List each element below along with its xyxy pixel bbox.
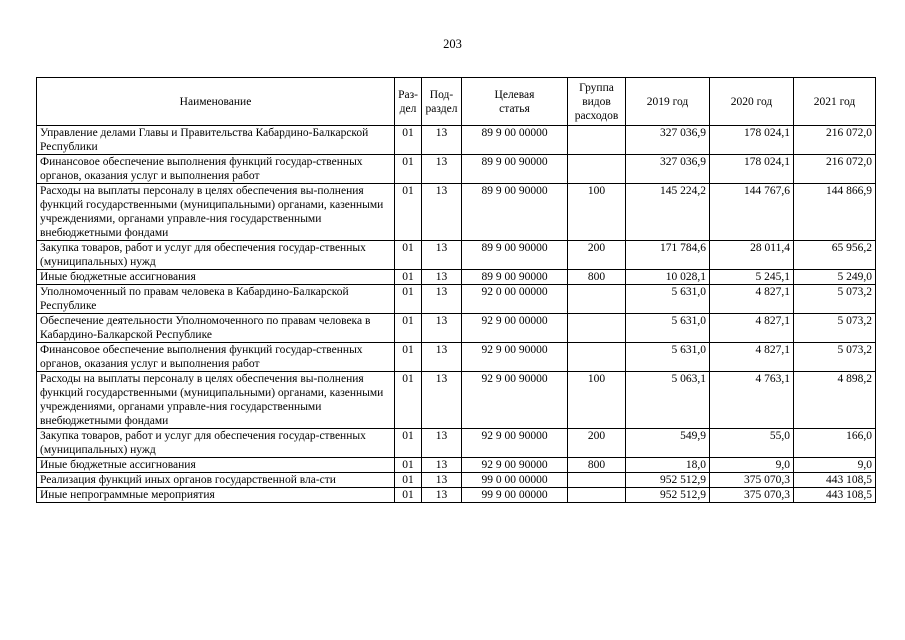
cell-2021: 65 956,2 (794, 241, 876, 270)
cell-name: Закупка товаров, работ и услуг для обеспечения государ-ственных (муниципальных) нужд (37, 429, 395, 458)
cell-target-article: 92 9 00 90000 (462, 458, 568, 473)
cell-2019: 5 631,0 (626, 343, 710, 372)
cell-expense-group: 200 (568, 241, 626, 270)
cell-razdel: 01 (395, 184, 422, 241)
cell-razdel: 01 (395, 429, 422, 458)
cell-2019: 5 063,1 (626, 372, 710, 429)
cell-2020: 4 763,1 (710, 372, 794, 429)
cell-2020: 4 827,1 (710, 285, 794, 314)
cell-razdel: 01 (395, 126, 422, 155)
cell-podrazdel: 13 (422, 241, 462, 270)
table-row (37, 285, 876, 314)
cell-2020: 28 011,4 (710, 241, 794, 270)
cell-target-article: 92 9 00 00000 (462, 314, 568, 343)
cell-target-article: 92 9 00 90000 (462, 429, 568, 458)
table-row (37, 126, 876, 155)
cell-podrazdel: 13 (422, 429, 462, 458)
cell-2019: 171 784,6 (626, 241, 710, 270)
cell-target-article: 89 9 00 90000 (462, 241, 568, 270)
cell-name: Иные бюджетные ассигнования (37, 458, 395, 473)
header-podrazdel: Под- раздел (422, 78, 462, 126)
cell-razdel: 01 (395, 270, 422, 285)
cell-2020: 178 024,1 (710, 155, 794, 184)
cell-2021: 9,0 (794, 458, 876, 473)
budget-table (36, 77, 876, 503)
cell-2021: 443 108,5 (794, 473, 876, 488)
table-row (37, 473, 876, 488)
page-number: 203 (443, 37, 462, 51)
cell-target-article: 92 9 00 90000 (462, 343, 568, 372)
cell-2021: 216 072,0 (794, 155, 876, 184)
cell-podrazdel: 13 (422, 126, 462, 155)
cell-name: Иные непрограммные мероприятия (37, 488, 395, 503)
cell-name: Расходы на выплаты персоналу в целях обеспечения вы-полнения функций государственными (муниципальными) органами, казенными учреждениями, органами управле-ния государственными внебюджетными фондами (37, 372, 395, 429)
cell-name: Реализация функций иных органов государственной вла-сти (37, 473, 395, 488)
cell-expense-group (568, 488, 626, 503)
cell-2019: 549,9 (626, 429, 710, 458)
table-row (37, 488, 876, 503)
cell-expense-group (568, 314, 626, 343)
header-2021: 2021 год (794, 78, 876, 126)
cell-2021: 4 898,2 (794, 372, 876, 429)
cell-name: Финансовое обеспечение выполнения функций государ-ственных органов, оказания услуг и выполнения работ (37, 343, 395, 372)
cell-razdel: 01 (395, 285, 422, 314)
table-row (37, 314, 876, 343)
cell-2021: 166,0 (794, 429, 876, 458)
cell-2019: 5 631,0 (626, 285, 710, 314)
cell-2019: 5 631,0 (626, 314, 710, 343)
cell-expense-group: 800 (568, 270, 626, 285)
cell-2020: 375 070,3 (710, 473, 794, 488)
header-razdel: Раз- дел (395, 78, 422, 126)
table-row (37, 155, 876, 184)
cell-2021: 5 073,2 (794, 314, 876, 343)
table-row (37, 429, 876, 458)
cell-expense-group (568, 126, 626, 155)
cell-podrazdel: 13 (422, 343, 462, 372)
table-row (37, 343, 876, 372)
cell-razdel: 01 (395, 155, 422, 184)
cell-razdel: 01 (395, 473, 422, 488)
cell-2020: 375 070,3 (710, 488, 794, 503)
cell-razdel: 01 (395, 488, 422, 503)
cell-podrazdel: 13 (422, 314, 462, 343)
header-target-article: Целевая статья (462, 78, 568, 126)
table-header-row (37, 78, 876, 126)
table-row (37, 184, 876, 241)
cell-razdel: 01 (395, 343, 422, 372)
cell-2020: 178 024,1 (710, 126, 794, 155)
header-name: Наименование (37, 78, 395, 126)
cell-2019: 145 224,2 (626, 184, 710, 241)
cell-podrazdel: 13 (422, 270, 462, 285)
cell-expense-group (568, 155, 626, 184)
table-row (37, 372, 876, 429)
cell-name: Уполномоченный по правам человека в Кабардино-Балкарской Республике (37, 285, 395, 314)
cell-podrazdel: 13 (422, 372, 462, 429)
cell-name: Обеспечение деятельности Уполномоченного по правам человека в Кабардино-Балкарской Республике (37, 314, 395, 343)
cell-expense-group: 100 (568, 372, 626, 429)
cell-expense-group (568, 473, 626, 488)
cell-2019: 327 036,9 (626, 126, 710, 155)
cell-2021: 216 072,0 (794, 126, 876, 155)
cell-2020: 4 827,1 (710, 314, 794, 343)
header-expense-group: Группа видов расходов (568, 78, 626, 126)
cell-razdel: 01 (395, 314, 422, 343)
cell-2021: 5 073,2 (794, 285, 876, 314)
cell-razdel: 01 (395, 372, 422, 429)
cell-expense-group: 100 (568, 184, 626, 241)
cell-2021: 443 108,5 (794, 488, 876, 503)
cell-target-article: 92 0 00 00000 (462, 285, 568, 314)
cell-podrazdel: 13 (422, 473, 462, 488)
cell-2021: 5 073,2 (794, 343, 876, 372)
cell-expense-group (568, 285, 626, 314)
cell-expense-group (568, 343, 626, 372)
cell-name: Иные бюджетные ассигнования (37, 270, 395, 285)
cell-2020: 55,0 (710, 429, 794, 458)
cell-2020: 9,0 (710, 458, 794, 473)
cell-2020: 4 827,1 (710, 343, 794, 372)
cell-target-article: 89 9 00 00000 (462, 126, 568, 155)
cell-2020: 144 767,6 (710, 184, 794, 241)
cell-podrazdel: 13 (422, 155, 462, 184)
cell-target-article: 89 9 00 90000 (462, 270, 568, 285)
cell-podrazdel: 13 (422, 458, 462, 473)
cell-2019: 952 512,9 (626, 473, 710, 488)
header-2019: 2019 год (626, 78, 710, 126)
cell-target-article: 89 9 00 90000 (462, 184, 568, 241)
cell-name: Расходы на выплаты персоналу в целях обеспечения вы-полнения функций государственными (муниципальными) органами, казенными учреждениями, органами управле-ния государственными внебюджетными фондами (37, 184, 395, 241)
cell-razdel: 01 (395, 458, 422, 473)
cell-target-article: 99 9 00 00000 (462, 488, 568, 503)
cell-target-article: 99 0 00 00000 (462, 473, 568, 488)
cell-podrazdel: 13 (422, 184, 462, 241)
cell-2019: 952 512,9 (626, 488, 710, 503)
cell-2019: 18,0 (626, 458, 710, 473)
cell-podrazdel: 13 (422, 285, 462, 314)
cell-name: Финансовое обеспечение выполнения функций государ-ственных органов, оказания услуг и выполнения работ (37, 155, 395, 184)
cell-name: Управление делами Главы и Правительства Кабардино-Балкарской Республики (37, 126, 395, 155)
cell-2021: 144 866,9 (794, 184, 876, 241)
cell-expense-group: 800 (568, 458, 626, 473)
cell-2021: 5 249,0 (794, 270, 876, 285)
table-row (37, 270, 876, 285)
cell-razdel: 01 (395, 241, 422, 270)
cell-expense-group: 200 (568, 429, 626, 458)
cell-name: Закупка товаров, работ и услуг для обеспечения государ-ственных (муниципальных) нужд (37, 241, 395, 270)
cell-2020: 5 245,1 (710, 270, 794, 285)
table-body (37, 126, 876, 503)
table-row (37, 241, 876, 270)
header-2020: 2020 год (710, 78, 794, 126)
cell-target-article: 89 9 00 90000 (462, 155, 568, 184)
cell-2019: 327 036,9 (626, 155, 710, 184)
cell-target-article: 92 9 00 90000 (462, 372, 568, 429)
cell-podrazdel: 13 (422, 488, 462, 503)
table-row (37, 458, 876, 473)
cell-2019: 10 028,1 (626, 270, 710, 285)
